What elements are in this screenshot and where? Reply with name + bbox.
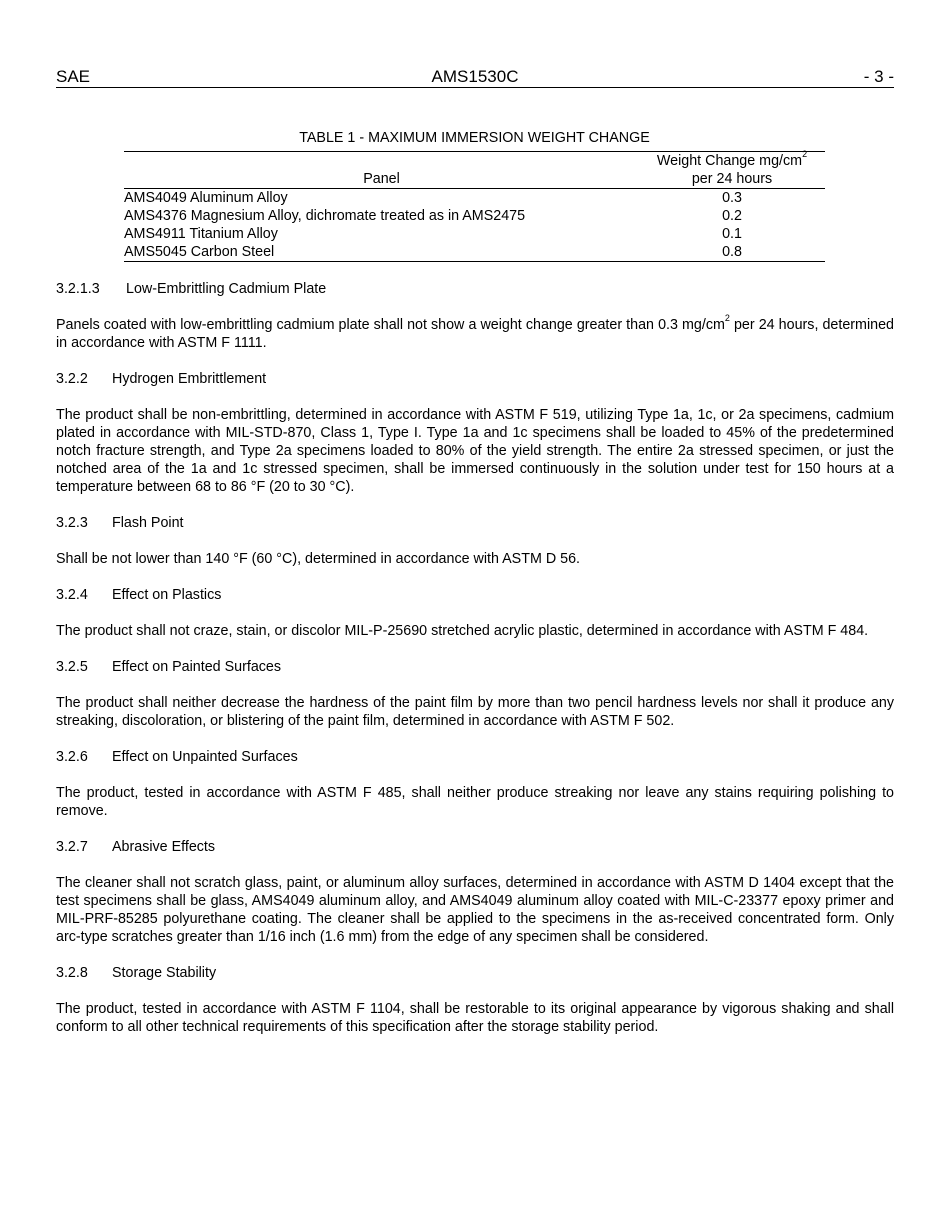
section-heading-3-2-2	[56, 370, 894, 388]
section-number: 3.2.6	[56, 749, 88, 765]
section-number: 3.2.2	[56, 371, 88, 387]
section-title: Hydrogen Embrittlement	[112, 371, 267, 387]
section-body-3-2-6: The product, tested in accordance with ASTM F 485, shall neither produce streaking nor leave any stains requiring polishing to remove.	[56, 785, 894, 819]
header-doc-id: AMS1530C	[431, 67, 519, 86]
table-header-row	[124, 152, 825, 189]
table-cell-value: 0.3	[722, 190, 742, 206]
header-page-number: - 3 -	[863, 67, 894, 86]
table-cell-panel: AMS4376 Magnesium Alloy, dichromate treated as in AMS2475	[124, 208, 526, 224]
section-body-3-2-4: The product shall not craze, stain, or discolor MIL-P-25690 stretched acrylic plastic, determined in accordance with ASTM F 484.	[56, 623, 869, 639]
col-header-weight-change: Weight Change $mg/cm^2$ per 24 hours	[656, 149, 808, 187]
section-body-3-2-7: The cleaner shall not scratch glass, paint, or aluminum alloy surfaces, determined in accordance with ASTM D 1404 except that the test specimens shall be glass, AMS4049 aluminum alloy, and AMS4049 aluminum alloy coated with MIL-C-23377 epoxy primer and MIL-PRF-85285 polyurethane coating. The cleaner shall be applied to the specimens in the as-received concentrated form. Only arc-type scratches greater than 1/16 inch (1.6 mm) from the edge of any specimen shall be considered.	[56, 875, 894, 945]
section-heading-3-2-4	[56, 586, 894, 604]
section-title: Effect on Painted Surfaces	[112, 659, 282, 675]
weight-change-table	[124, 151, 825, 262]
section-body-3-2-2: The product shall be non-embrittling, determined in accordance with ASTM F 519, utilizing Type 1a, 1c, or 2a specimens, cadmium plated in accordance with MIL-STD-870, Class 1, Type I. Type 1a and 1c specimens shall be loaded to 45% of the predetermined notch fracture strength, and Type 2a specimens loaded to 80% of the yield strength. The entire 2a stressed specimen, or just the notched area of the 1a and 1c stressed specimen, shall be immersed continuously in the solution under test for 150 hours at a temperature between 68 to 86 °F (20 to 30 °C).	[56, 407, 894, 495]
section-number: 3.2.4	[56, 587, 88, 603]
section-number: 3.2.1.3	[56, 281, 100, 297]
section-title: Abrasive Effects	[112, 839, 216, 855]
section-title: Low-Embrittling Cadmium Plate	[126, 281, 327, 297]
table-cell-value: 0.8	[722, 244, 742, 260]
section-heading-3-2-7	[56, 838, 894, 856]
table-cell-value: 0.2	[722, 208, 742, 224]
table-row	[124, 225, 825, 243]
section-heading-3-2-3	[56, 514, 894, 532]
section-body-3-2-8: The product, tested in accordance with ASTM F 1104, shall be restorable to its original appearance by vigorous shaking and shall conform to all other technical requirements of this specification after the storage stability period.	[56, 1001, 894, 1035]
section-heading-3-2-8	[56, 964, 894, 982]
table-cell-value: 0.1	[722, 226, 742, 242]
section-heading-3-2-5	[56, 658, 894, 676]
section-title: Flash Point	[112, 515, 184, 531]
page-header	[56, 66, 894, 88]
document-body	[56, 280, 894, 1036]
table-row	[124, 207, 825, 225]
table-cell-panel: AMS4911 Titanium Alloy	[124, 226, 278, 242]
section-title: Storage Stability	[112, 965, 217, 981]
section-number: 3.2.8	[56, 965, 88, 981]
col-header-panel: Panel	[363, 171, 400, 187]
section-heading-3-2-1-3	[56, 280, 894, 298]
section-heading-3-2-6	[56, 748, 894, 766]
table-cell-panel: AMS4049 Aluminum Alloy	[124, 190, 288, 206]
section-number: 3.2.7	[56, 839, 88, 855]
table-row	[124, 243, 825, 262]
section-title: Effect on Unpainted Surfaces	[112, 749, 298, 765]
section-number: 3.2.5	[56, 659, 88, 675]
section-body-3-2-5: The product shall neither decrease the hardness of the paint film by more than two pencil hardness levels nor shall it produce any streaking, discoloration, or blistering of the paint film, determined in accordance with ASTM F 502.	[56, 695, 894, 729]
header-org: SAE	[56, 67, 91, 86]
section-title: Effect on Plastics	[112, 587, 222, 603]
table-cell-panel: AMS5045 Carbon Steel	[124, 244, 275, 260]
section-body-3-2-3: Shall be not lower than 140 °F (60 °C), determined in accordance with ASTM D 56.	[56, 551, 581, 567]
section-number: 3.2.3	[56, 515, 88, 531]
table-row	[124, 189, 825, 208]
table-title: TABLE 1 - MAXIMUM IMMERSION WEIGHT CHANGE	[299, 130, 650, 146]
section-body-3-2-1-3: Panels coated with low-embrittling cadmium plate shall not show a weight change greater than 0.3 $mg/cm^2$ per 24 hours, determined in accordance with ASTM F 1111.	[56, 313, 894, 351]
table-1	[124, 129, 825, 262]
